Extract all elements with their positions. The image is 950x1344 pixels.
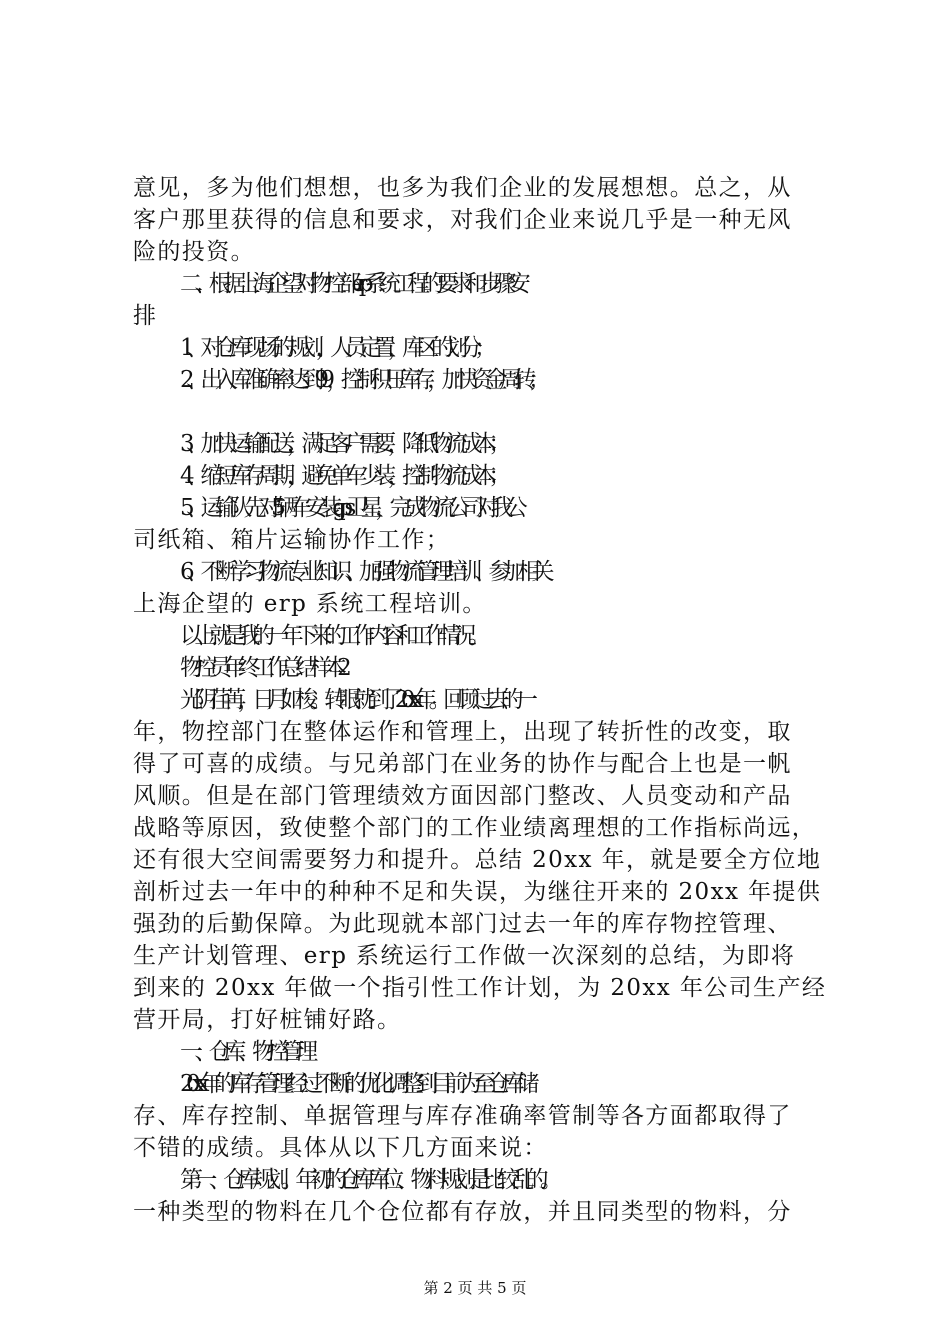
text-line: 得了可喜的成绩。与兄弟部门在业务的协作与配合上也是一帆 [133, 751, 792, 777]
text-line: 还有很大空间需要努力和提升。总结 20xx 年，就是要全方位地 [133, 847, 822, 873]
paragraph-start: 20xx 年的库存管理经过不断的优化调整到目前为至仓库储 [180, 1071, 531, 1097]
section-title: 物控员年终工作总结样本 2 [180, 655, 344, 681]
list-item: 5、运输队先对 5 辆车安装 gps 卫星，完成物流公司对我公 [180, 495, 520, 521]
list-item: 6、不断学习物流专业知识、加强物流管理培训、参加相关 [180, 559, 547, 585]
list-item: 1、对仓库现场的规划，人员定置，库区的划分； [180, 335, 489, 361]
text-line: 生产计划管理、erp 系统运行工作做一次深刻的总结，为即将 [133, 943, 796, 969]
text-line: 存、库存控制、单据管理与库存准确率管制等各方面都取得了 [133, 1103, 792, 1129]
text-line: 年，物控部门在整体运作和管理上，出现了转折性的改变，取 [133, 719, 792, 745]
text-line: 营开局，打好桩铺好路。 [133, 1007, 402, 1033]
text-line: 排 [133, 303, 158, 329]
text-line: 意见，多为他们想想，也多为我们企业的发展想想。总之，从 [133, 175, 792, 201]
text-line: 以上就是我的一年下来的工作内容和工作情况。 [180, 623, 483, 649]
list-item: 4、缩短库存周期，避免单车少装，控制物流成本； [180, 463, 503, 489]
text-line: 司纸箱、箱片运输协作工作； [133, 527, 451, 553]
paragraph-start: 光阴荏苒，日月如梭。转眼就到了 20xx 年。回顾过去的一 [180, 687, 530, 713]
text-line: 客户那里获得的信息和要求，对我们企业来说几乎是一种无风 [133, 207, 792, 233]
text-line: 一种类型的物料在几个仓位都有存放，并且同类型的物料，分 [133, 1199, 792, 1225]
text-line: 风顺。但是在部门管理绩效方面因部门整改、人员变动和产品 [133, 783, 792, 809]
section-heading: 一、仓库、物控管理 [180, 1039, 310, 1065]
text-line: 不错的成绩。具体从以下几方面来说： [133, 1135, 548, 1161]
text-line: 上海企望的 erp 系统工程培训。 [133, 591, 487, 617]
list-item: 2、出入库准确率达到 99，控制积压库存，加快资金周转； [180, 367, 543, 393]
section-heading: 二、根据上海企望对物控部 erp 系统工程的要求和步骤安 [180, 271, 523, 297]
list-item: 3、加快运输配送，满足客户需要，降低物流成本； [180, 431, 503, 457]
text-line: 剖析过去一年中的种种不足和失误，为继往开来的 20xx 年提供 [133, 879, 822, 905]
paragraph-start: 第一、仓库规划。年初的仓库库位、物料规划是比较乱的。 [180, 1167, 555, 1193]
text-line: 强劲的后勤保障。为此现就本部门过去一年的库存物控管理、 [133, 911, 792, 937]
text-line: 战略等原因，致使整个部门的工作业绩离理想的工作指标尚远， [133, 815, 817, 841]
text-line: 险的投资。 [133, 239, 255, 265]
page-number-footer: 第 2 页 共 5 页 [423, 1279, 527, 1297]
text-line: 到来的 20xx 年做一个指引性工作计划，为 20xx 年公司生产经 [133, 975, 827, 1001]
